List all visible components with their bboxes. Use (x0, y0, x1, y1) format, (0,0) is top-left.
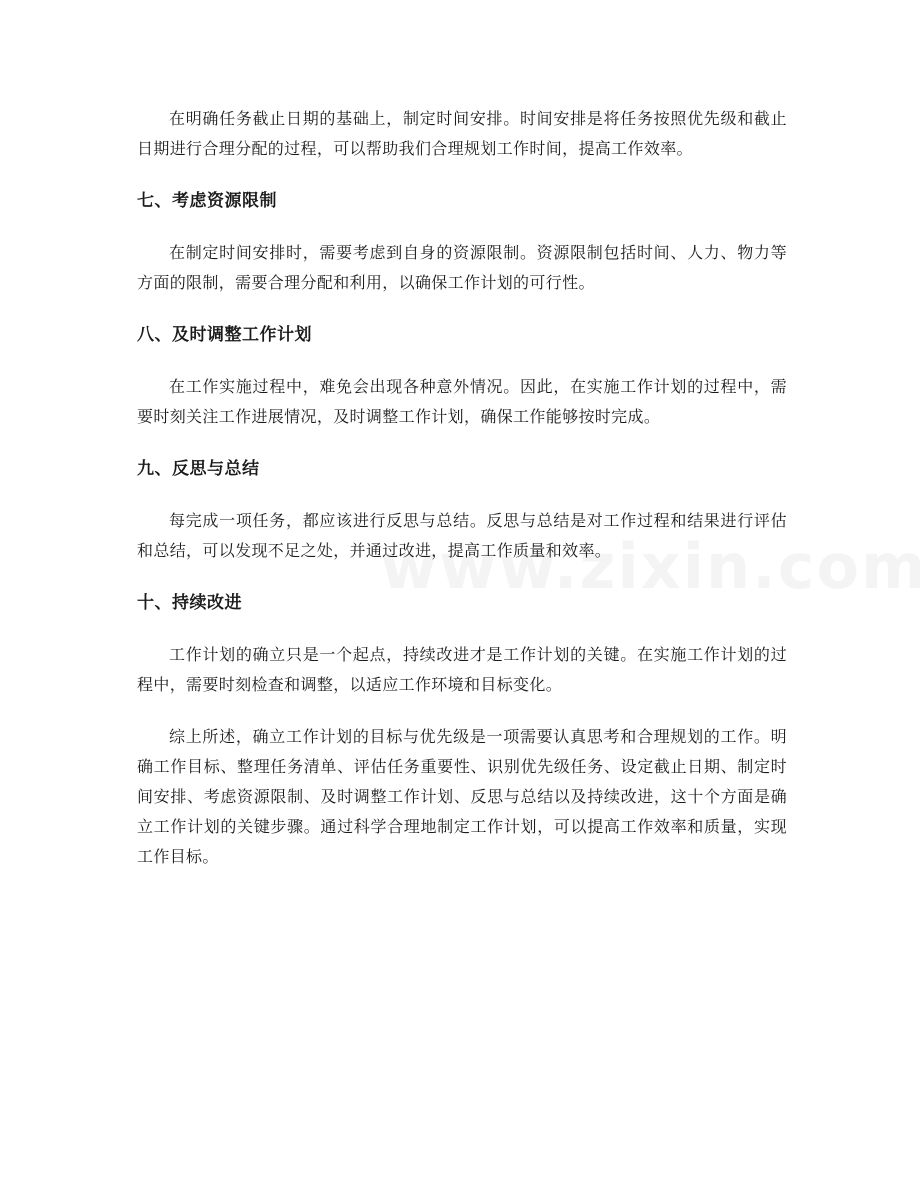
paragraph-adjust-plan: 在工作实施过程中，难免会出现各种意外情况。因此，在实施工作计划的过程中，需要时刻关注工作进展情况，及时调整工作计划，确保工作能够按时完成。 (137, 377, 787, 426)
paragraph-resource-limits: 在制定时间安排时，需要考虑到自身的资源限制。资源限制包括时间、人力、物力等方面的限制，需要合理分配和利用，以确保工作计划的可行性。 (137, 243, 787, 292)
document-body (137, 104, 787, 894)
heading-resource-limits: 七、考虑资源限制 (137, 191, 277, 211)
paragraph-time-schedule: 在明确任务截止日期的基础上，制定时间安排。时间安排是将任务按照优先级和截止日期进行合理分配的过程，可以帮助我们合理规划工作时间，提高工作效率。 (137, 109, 787, 158)
heading-continuous-improvement: 十、持续改进 (137, 593, 242, 613)
heading-reflection: 九、反思与总结 (137, 459, 260, 479)
paragraph-summary: 综上所述，确立工作计划的目标与优先级是一项需要认真思考和合理规划的工作。明确工作目标、整理任务清单、评估任务重要性、识别优先级任务、设定截止日期、制定时间安排、考虑资源限制、及时调整工作计划、反思与总结以及持续改进，这十个方面是确立工作计划的关键步骤。通过科学合理地制定工作计划，可以提高工作效率和质量，实现工作目标。 (137, 727, 787, 866)
heading-adjust-plan: 八、及时调整工作计划 (137, 325, 312, 345)
paragraph-reflection: 每完成一项任务，都应该进行反思与总结。反思与总结是对工作过程和结果进行评估和总结，可以发现不足之处，并通过改进，提高工作质量和效率。 (137, 511, 787, 560)
paragraph-continuous-improvement: 工作计划的确立只是一个起点，持续改进才是工作计划的关键。在实施工作计划的过程中，需要时刻检查和调整，以适应工作环境和目标变化。 (137, 645, 787, 694)
